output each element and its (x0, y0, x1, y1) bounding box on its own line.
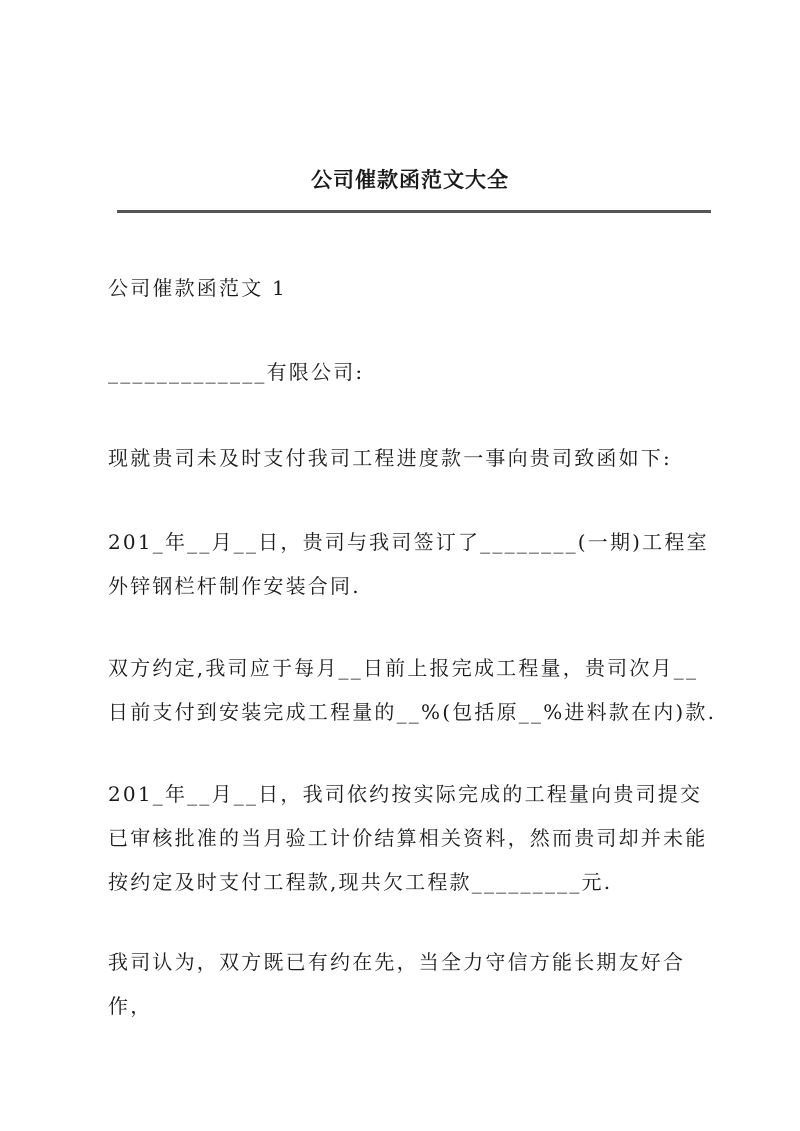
paragraph-submission: 201_年__月__日，我司依约按实际完成的工程量向贵司提交已审核批准的当月验工计价结算相关资料，然而贵司却并未能按约定及时支付工程款,现共欠工程款_________元. (108, 782, 708, 894)
title-divider (117, 210, 711, 213)
section-heading: 公司催款函范文 1 (108, 276, 287, 300)
paragraph-agreement: 双方约定,我司应于每月__日前上报完成工程量，贵司次月__日前支付到安装完成工程量的__%(包括原__%进料款在内)款. (108, 656, 717, 724)
salutation: _____________有限公司: (108, 360, 365, 384)
paragraph-intro: 现就贵司未及时支付我司工程进度款一事向贵司致函如下: (108, 446, 672, 470)
paragraph-view: 我司认为，双方既已有约在先，当全力守信方能长期友好合作， (108, 950, 686, 1018)
document-title: 公司催款函范文大全 (311, 167, 509, 192)
paragraph-contract: 201_年__月__日，贵司与我司签订了________(一期)工程室外锌钢栏杆制作安装合同. (108, 530, 709, 598)
